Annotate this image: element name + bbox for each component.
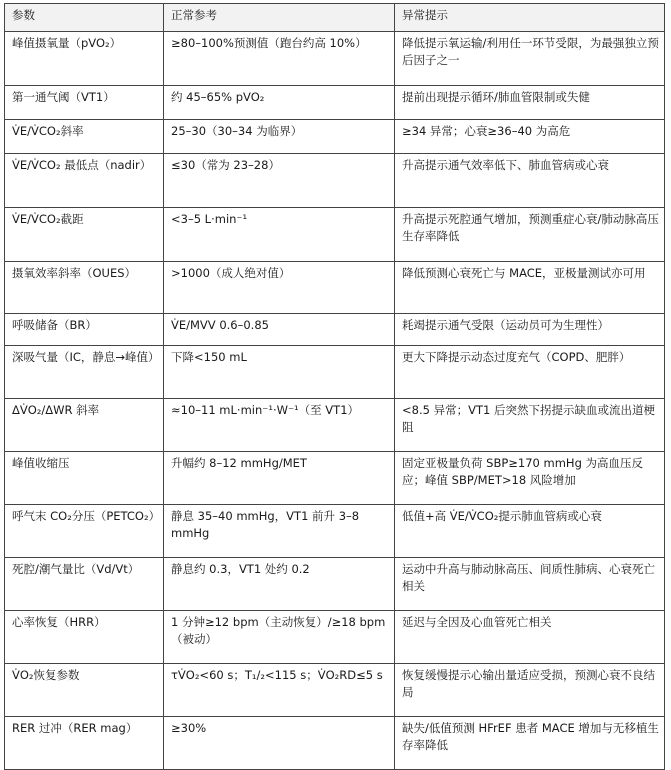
cpet-parameter-table: [4, 3, 665, 770]
param-cell: RER 过冲（RER mag）: [5, 717, 164, 770]
normal-cell: V̇E/MVV 0.6–0.85: [164, 314, 395, 346]
abnormal-cell: 运动中升高与肺动脉高压、间质性肺病、心衰死亡相关: [395, 558, 665, 611]
abnormal-cell: 固定亚极量负荷 SBP≥170 mmHg 为高血压反应；峰值 SBP/MET>18 风险增加: [395, 452, 665, 505]
header-cell-param: 参数: [5, 4, 164, 32]
abnormal-cell: 缺失/低值预测 HFrEF 患者 MACE 增加与无移植生存率降低: [395, 717, 665, 770]
table-row: [5, 399, 665, 452]
abnormal-cell: 升高提示死腔通气增加，预测重症心衰/肺动脉高压生存率降低: [395, 208, 665, 262]
normal-cell: 25–30（30–34 为临界）: [164, 120, 395, 154]
header-cell-abnormal: 异常提示: [395, 4, 665, 32]
abnormal-cell: 延迟与全因及心血管死亡相关: [395, 611, 665, 664]
abnormal-cell: 恢复缓慢提示心输出量适应受损，预测心衰不良结局: [395, 664, 665, 717]
normal-cell: τV̇O₂<60 s；T₁/₂<115 s；V̇O₂RD≤5 s: [164, 664, 395, 717]
param-cell: 心率恢复（HRR）: [5, 611, 164, 664]
table-row: [5, 717, 665, 770]
abnormal-cell: 更大下降提示动态过度充气（COPD、肥胖）: [395, 346, 665, 399]
abnormal-cell: 升高提示通气效率低下、肺血管病或心衰: [395, 154, 665, 208]
param-cell: 摄氧效率斜率（OUES）: [5, 262, 164, 314]
abnormal-cell: 降低预测心衰死亡与 MACE，亚极量测试亦可用: [395, 262, 665, 314]
param-cell: 峰值摄氧量（pVO₂）: [5, 32, 164, 86]
param-cell: V̇E/V̇CO₂ 最低点（nadir）: [5, 154, 164, 208]
normal-cell: ≤30（常为 23–28）: [164, 154, 395, 208]
table-row: [5, 505, 665, 558]
param-cell: 第一通气阈（VT1）: [5, 86, 164, 120]
table-row: [5, 262, 665, 314]
table-container: [4, 3, 664, 770]
header-cell-normal: 正常参考: [164, 4, 395, 32]
table-row: [5, 32, 665, 86]
param-cell: 呼气末 CO₂分压（PETCO₂）: [5, 505, 164, 558]
param-cell: 呼吸储备（BR）: [5, 314, 164, 346]
param-cell: V̇O₂恢复参数: [5, 664, 164, 717]
param-cell: V̇E/V̇CO₂斜率: [5, 120, 164, 154]
table-row: [5, 86, 665, 120]
table-row: [5, 120, 665, 154]
param-cell: ΔV̇O₂/ΔWR 斜率: [5, 399, 164, 452]
normal-cell: 1 分钟≥12 bpm（主动恢复）/≥18 bpm（被动）: [164, 611, 395, 664]
abnormal-cell: 低值+高 V̇E/V̇CO₂提示肺血管病或心衰: [395, 505, 665, 558]
normal-cell: ≥30%: [164, 717, 395, 770]
abnormal-cell: 提前出现提示循环/肺血管限制或失健: [395, 86, 665, 120]
table-row: [5, 346, 665, 399]
normal-cell: ≥80–100%预测值（跑台约高 10%）: [164, 32, 395, 86]
table-row: [5, 611, 665, 664]
param-cell: 深吸气量（IC，静息→峰值）: [5, 346, 164, 399]
table-row: [5, 154, 665, 208]
abnormal-cell: <8.5 异常；VT1 后突然下拐提示缺血或流出道梗阻: [395, 399, 665, 452]
table-row: [5, 664, 665, 717]
normal-cell: >1000（成人绝对值）: [164, 262, 395, 314]
param-cell: V̇E/V̇CO₂截距: [5, 208, 164, 262]
param-cell: 峰值收缩压: [5, 452, 164, 505]
normal-cell: 约 45–65% pVO₂: [164, 86, 395, 120]
normal-cell: 静息 35–40 mmHg，VT1 前升 3–8 mmHg: [164, 505, 395, 558]
table-header-row: [5, 4, 665, 32]
normal-cell: <3–5 L·min⁻¹: [164, 208, 395, 262]
table-row: [5, 558, 665, 611]
abnormal-cell: ≥34 异常；心衰≥36–40 为高危: [395, 120, 665, 154]
abnormal-cell: 耗竭提示通气受限（运动员可为生理性）: [395, 314, 665, 346]
normal-cell: ≈10–11 mL·min⁻¹·W⁻¹（至 VT1）: [164, 399, 395, 452]
table-row: [5, 452, 665, 505]
normal-cell: 升幅约 8–12 mmHg/MET: [164, 452, 395, 505]
abnormal-cell: 降低提示氧运输/利用任一环节受限，为最强独立预后因子之一: [395, 32, 665, 86]
normal-cell: 静息约 0.3，VT1 处约 0.2: [164, 558, 395, 611]
table-row: [5, 208, 665, 262]
param-cell: 死腔/潮气量比（Vd/Vt）: [5, 558, 164, 611]
normal-cell: 下降<150 mL: [164, 346, 395, 399]
table-row: [5, 314, 665, 346]
